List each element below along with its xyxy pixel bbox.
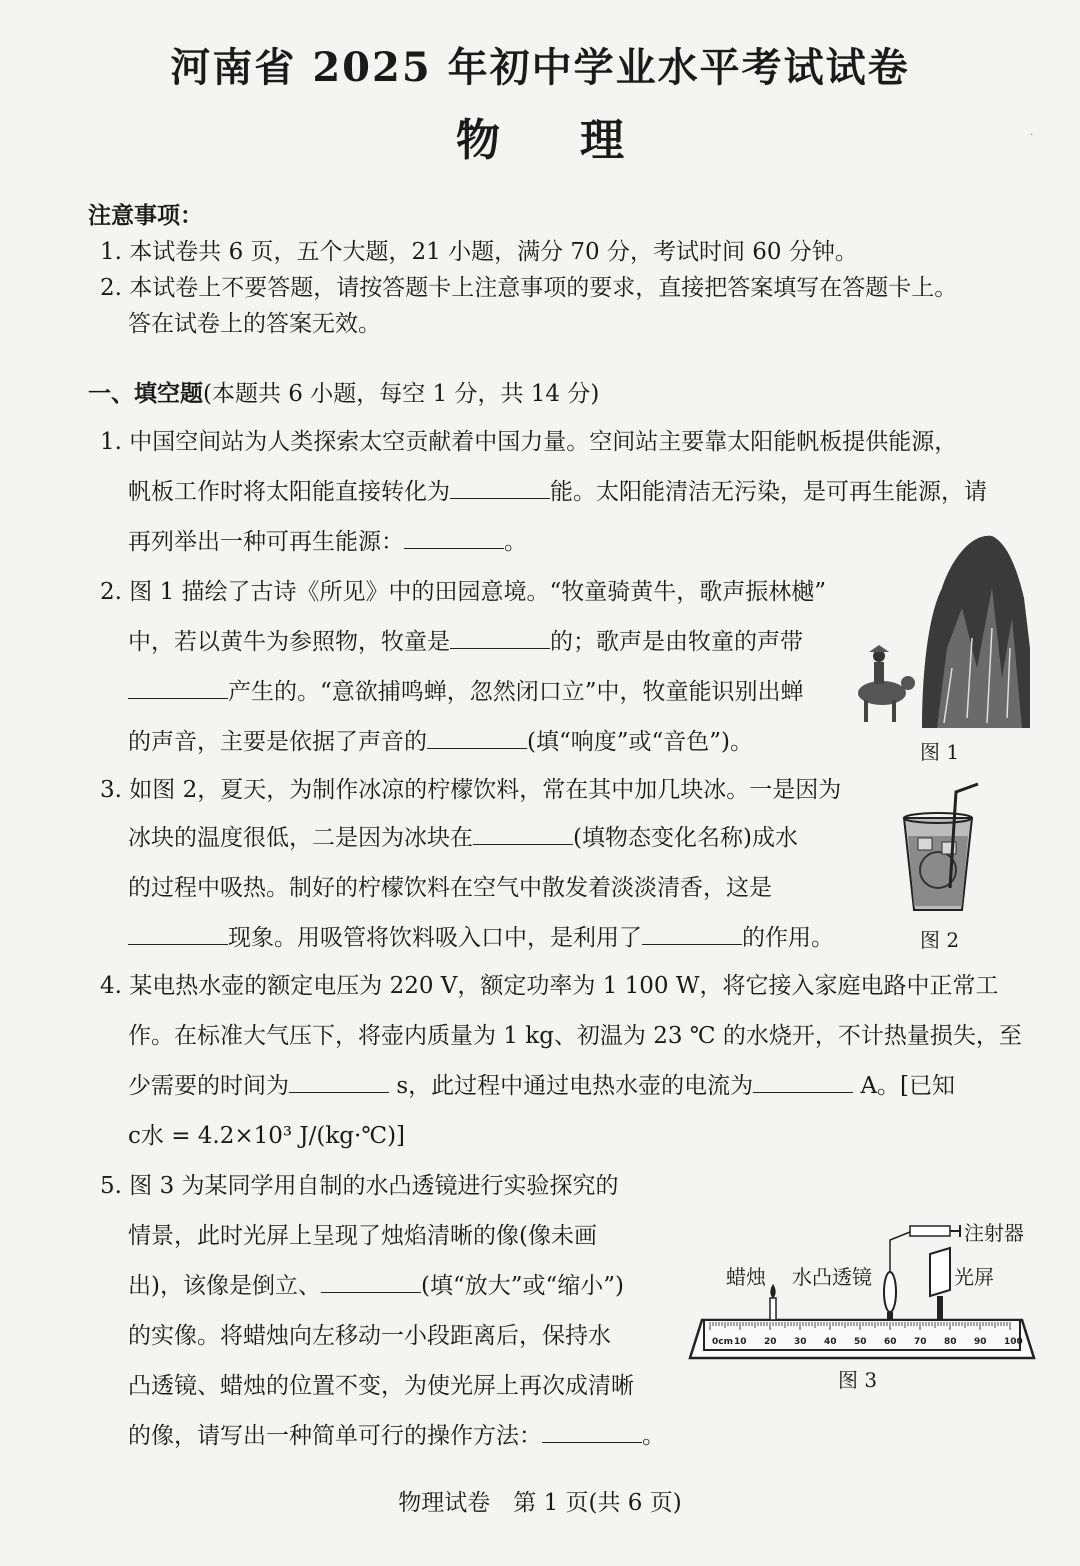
q1-line-3 xyxy=(128,524,527,560)
q5-text-a: 出)，该像是倒立、 xyxy=(128,1273,321,1299)
section-1-title: 一、填空题 xyxy=(88,380,203,407)
q3-line-4 xyxy=(128,920,834,956)
q5-line-4: 的实像。将蜡烛向左移动一小段距离后，保持水 xyxy=(128,1323,611,1349)
subject-char-2: 理 xyxy=(580,115,624,166)
q1-line-1: 1. 中国空间站为人类探索太空贡献着中国力量。空间站主要靠太阳能帆板提供能源， xyxy=(100,429,958,455)
q4-line-3 xyxy=(128,1068,955,1104)
q1-text-c: 再列举出一种可再生能源： xyxy=(128,529,404,555)
ruler-tick-label: 0cm xyxy=(712,1337,733,1347)
q5-line-1: 5. 图 3 为某同学用自制的水凸透镜进行实验探究的 xyxy=(100,1173,619,1199)
ruler-tick-label: 50 xyxy=(854,1337,867,1347)
q2-text-a: 中，若以黄牛为参照物，牧童是 xyxy=(128,629,450,655)
q2-blank-2[interactable] xyxy=(128,678,228,699)
figure-1-caption: 图 1 xyxy=(920,740,960,764)
q2-text-c: 产生的。“意欲捕鸣蝉，忽然闭口立”中，牧童能识别出蝉 xyxy=(228,679,804,705)
q2-line-1: 2. 图 1 描绘了古诗《所见》中的田园意境。“牧童骑黄牛，歌声振林樾” xyxy=(100,579,827,605)
q3-blank-2[interactable] xyxy=(128,924,228,945)
subject-char-1: 物 xyxy=(456,115,500,166)
syringe-icon xyxy=(910,1225,960,1237)
q3-blank-3[interactable] xyxy=(642,924,742,945)
q5-line-5: 凸透镜、蜡烛的位置不变，为使光屏上再次成清晰 xyxy=(128,1373,634,1399)
q1-blank-2[interactable] xyxy=(404,528,504,549)
q3-line-3: 的过程中吸热。制好的柠檬饮料在空气中散发着淡淡清香，这是 xyxy=(128,875,772,901)
page-footer: 物理试卷 第 1 页(共 6 页) xyxy=(398,1490,682,1516)
q2-line-2 xyxy=(128,624,803,660)
label-light-screen: 光屏 xyxy=(954,1265,994,1289)
q3-line-2 xyxy=(128,820,798,856)
scan-mark: · xyxy=(1030,130,1034,141)
q5-line-2: 情景，此时光屏上呈现了烛焰清晰的像(像未画 xyxy=(128,1223,597,1249)
q3-text-b: (填物态变化名称)成水 xyxy=(573,825,798,851)
q1-line-2 xyxy=(128,474,987,510)
q3-text-a: 冰块的温度很低，二是因为冰块在 xyxy=(128,825,473,851)
q3-text-d: 的作用。 xyxy=(742,925,834,951)
ruler-tick-label: 70 xyxy=(914,1337,927,1347)
q3-line-1: 3. 如图 2，夏天，为制作冰凉的柠檬饮料，常在其中加几块冰。一是因为 xyxy=(100,777,842,803)
q1-blank-1[interactable] xyxy=(450,478,550,499)
figure-2-illustration xyxy=(896,778,986,918)
q1-text-a: 帆板工作时将太阳能直接转化为 xyxy=(128,479,450,505)
q3-blank-1[interactable] xyxy=(473,824,573,845)
candle-icon xyxy=(770,1284,776,1320)
q5-text-c: 的像，请写出一种简单可行的操作方法： xyxy=(128,1423,542,1449)
notice-item-2: 2. 本试卷上不要答题，请按答题卡上注意事项的要求，直接把答案填写在答题卡上。 xyxy=(100,275,958,301)
q5-text-d: 。 xyxy=(642,1423,665,1449)
q1-text-d: 。 xyxy=(504,529,527,555)
q4-line-1: 4. 某电热水壶的额定电压为 220 V，额定功率为 1 100 W，将它接入家庭电路中正常工 xyxy=(100,973,999,999)
q4-text-a: 少需要的时间为 xyxy=(128,1073,289,1099)
figure-3-caption: 图 3 xyxy=(838,1368,878,1392)
exam-title: 河南省 2025 年初中学业水平考试试卷 xyxy=(170,44,910,91)
subject-title xyxy=(0,104,1080,168)
q2-blank-3[interactable] xyxy=(427,728,527,749)
q4-blank-1[interactable] xyxy=(289,1072,389,1093)
q5-blank-2[interactable] xyxy=(542,1422,642,1443)
ruler-tick-label: 30 xyxy=(794,1337,807,1347)
notice-heading: 注意事项： xyxy=(88,202,203,229)
q3-text-c: 现象。用吸管将饮料吸入口中，是利用了 xyxy=(228,925,642,951)
q4-line-2: 作。在标准大气压下，将壶内质量为 1 kg、初温为 23 ℃ 的水烧开，不计热量损失，至 xyxy=(128,1023,1022,1049)
q4-text-c: A。[已知 xyxy=(860,1073,956,1099)
light-screen-icon xyxy=(930,1248,950,1320)
figure-3-illustration xyxy=(684,1212,1040,1362)
label-syringe: 注射器 xyxy=(964,1221,1024,1245)
q1-text-b: 能。太阳能清洁无污染，是可再生能源，请 xyxy=(550,479,987,505)
q4-blank-2[interactable] xyxy=(753,1072,853,1093)
section-1-note: (本题共 6 小题，每空 1 分，共 14 分) xyxy=(203,381,600,407)
q2-blank-1[interactable] xyxy=(450,628,550,649)
q5-line-3 xyxy=(128,1268,624,1304)
label-candle: 蜡烛 xyxy=(726,1265,766,1289)
ruler-tick-label: 90 xyxy=(974,1337,987,1347)
figure-2-caption: 图 2 xyxy=(920,928,960,952)
q2-line-4 xyxy=(128,724,753,760)
notice-item-1: 1. 本试卷共 6 页，五个大题，21 小题，满分 70 分，考试时间 60 分钟。 xyxy=(100,239,858,265)
label-water-lens: 水凸透镜 xyxy=(792,1265,872,1289)
q5-text-b: (填“放大”或“缩小”) xyxy=(420,1273,624,1299)
q2-text-b: 的；歌声是由牧童的声带 xyxy=(550,629,803,655)
q2-text-d: 的声音，主要是依据了声音的 xyxy=(128,729,427,755)
ruler-tick-label: 10 xyxy=(734,1337,747,1347)
q4-text-b: s，此过程中通过电热水壶的电流为 xyxy=(396,1073,754,1099)
q2-text-e: (填“响度”或“音色”)。 xyxy=(527,729,753,755)
ruler-tick-label: 60 xyxy=(884,1337,897,1347)
ruler-tick-label: 100 xyxy=(1004,1337,1023,1347)
ruler-tick-label: 40 xyxy=(824,1337,837,1347)
figure-1-illustration xyxy=(852,528,1032,728)
notice-item-2-cont: 答在试卷上的答案无效。 xyxy=(128,311,381,337)
ruler-tick-label: 20 xyxy=(764,1337,777,1347)
q5-blank-1[interactable] xyxy=(321,1272,421,1293)
section-1-heading xyxy=(88,376,599,412)
water-lens-icon xyxy=(884,1232,910,1320)
q5-line-6 xyxy=(128,1418,665,1454)
q4-line-4: c水 = 4.2×10³ J/(kg·℃)] xyxy=(128,1123,406,1149)
q2-line-3 xyxy=(128,674,804,710)
ruler-tick-label: 80 xyxy=(944,1337,957,1347)
